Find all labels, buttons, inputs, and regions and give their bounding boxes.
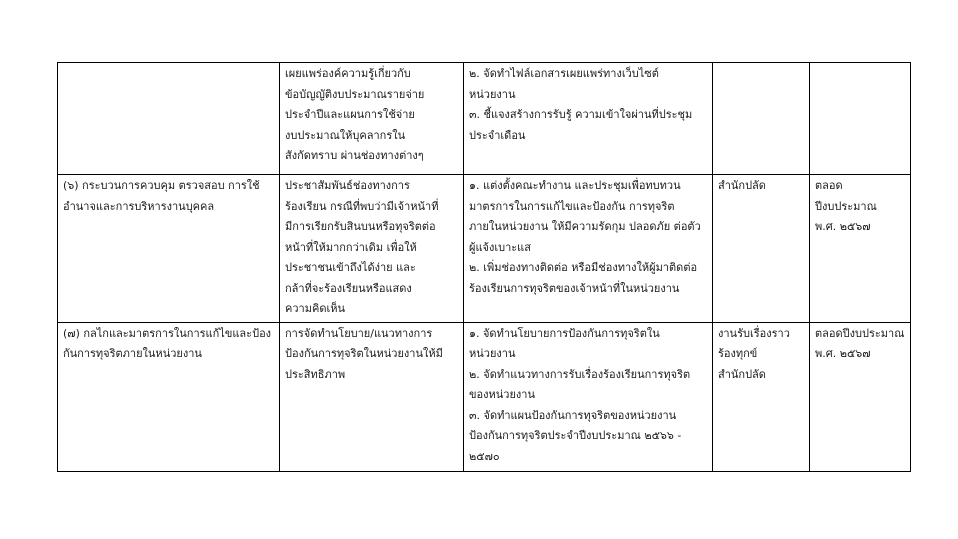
- period-cell: [810, 63, 911, 175]
- activity-line: ผู้แจ้งเบาะแส: [469, 240, 531, 254]
- period-line: พ.ศ. ๒๕๖๗: [815, 220, 871, 233]
- activities-cell: [464, 175, 713, 323]
- issue-line: (๖) กระบวนการควบคุม ตรวจสอบ การใช้: [63, 179, 260, 192]
- period-line: ตลอดปีงบประมาณ: [815, 326, 905, 340]
- table-row: [58, 175, 911, 323]
- issue-cell: [58, 63, 280, 175]
- activity-line: ๒. จัดทำไฟล์เอกสารเผยแพร่ทางเว็บไซต์: [469, 67, 659, 80]
- measure-line: งบประมาณให้บุคลากรใน: [285, 128, 406, 142]
- activity-line: ๑. จัดทำนโยบายการป้องกันการทุจริตใน: [469, 326, 660, 340]
- table-row: [58, 63, 911, 175]
- responsible-line: สำนักปลัด: [718, 179, 766, 192]
- measure-line: ป้องกันการทุจริตในหน่วยงานให้มี: [285, 347, 443, 360]
- activities-cell: [464, 63, 713, 175]
- activity-line: มาตรการในการแก้ไขและป้องกัน การทุจริต: [469, 199, 675, 213]
- measure-cell: [280, 63, 464, 175]
- measure-line: ร้องเรียน กรณีที่พบว่ามีเจ้าหน้าที่: [285, 199, 439, 213]
- activity-line: ร้องเรียนการทุจริตของเจ้าหน้าที่ในหน่วยงาน: [469, 281, 680, 295]
- measure-line: ประจำปีและแผนการใช้จ่าย: [285, 108, 415, 121]
- issue-line: อำนาจและการบริหารงานบุคคล: [63, 199, 215, 213]
- measure-line: สังกัดทราบ ผ่านช่องทางต่างๆ: [285, 149, 424, 162]
- activity-line: ของหน่วยงาน: [469, 388, 535, 401]
- activity-line: หน่วยงาน: [469, 87, 516, 101]
- measure-line: ความคิดเห็น: [285, 302, 345, 315]
- responsible-line: ร้องทุกข์: [718, 347, 758, 360]
- measure-line: ประสิทธิภาพ: [285, 367, 346, 381]
- measure-line: เผยแพร่องค์ความรู้เกี่ยวกับ: [285, 67, 411, 80]
- activity-line: ๓. ชี้แจงสร้างการรับรู้ ความเข้าใจผ่านที่ประชุม: [469, 108, 693, 121]
- period-cell: [810, 322, 911, 471]
- measure-line: กล้าที่จะร้องเรียนหรือแสดง: [285, 281, 412, 295]
- activity-line: ประจำเดือน: [469, 128, 526, 142]
- responsible-cell: [713, 322, 810, 471]
- responsible-cell: [713, 63, 810, 175]
- activity-line: ภายในหน่วยงาน ให้มีความรัดกุม ปลอดภัย ต่อตัว: [469, 220, 701, 233]
- issue-cell: [58, 322, 280, 471]
- measure-line: มีการเรียกรับสินบนหรือทุจริตต่อ: [285, 220, 436, 233]
- responsible-cell: [713, 175, 810, 323]
- measure-line: ข้อบัญญัติงบประมาณรายจ่าย: [285, 87, 425, 101]
- measure-line: ประชาสัมพันธ์ช่องทางการ: [285, 179, 410, 192]
- period-line: ปีงบประมาณ: [815, 199, 877, 213]
- measure-cell: [280, 175, 464, 323]
- period-line: พ.ศ. ๒๕๖๗: [815, 347, 871, 360]
- activity-line: ๒๕๗๐: [469, 449, 500, 463]
- issue-cell: [58, 175, 280, 323]
- measure-cell: [280, 322, 464, 471]
- measure-line: การจัดทำนโยบาย/แนวทางการ: [285, 326, 433, 340]
- activity-line: ๓. จัดทำแผนป้องกันการทุจริตของหน่วยงาน: [469, 408, 677, 422]
- measures-table: [57, 62, 911, 472]
- activity-line: ๑. แต่งตั้งคณะทำงาน และประชุมเพื่อทบทวน: [469, 179, 681, 192]
- activity-line: หน่วยงาน: [469, 347, 516, 360]
- activity-line: ๒. เพิ่มช่องทางติดต่อ หรือมีช่องทางให้ผู้มาติดต่อ: [469, 261, 698, 274]
- period-line: ตลอด: [815, 179, 843, 192]
- issue-line: (๗) กลไกและมาตรการในการแก้ไขและป้อง: [63, 326, 272, 340]
- activity-line: ป้องกันการทุจริตประจำปีงบประมาณ ๒๕๖๖ -: [469, 429, 682, 442]
- table-row: [58, 322, 911, 471]
- measure-line: หน้าที่ให้มากกว่าเดิม เพื่อให้: [285, 240, 417, 254]
- responsible-line: งานรับเรื่องราว: [718, 326, 790, 340]
- responsible-line: สำนักปลัด: [718, 367, 766, 381]
- activities-cell: [464, 322, 713, 471]
- measure-line: ประชาชนเข้าถึงได้ง่าย และ: [285, 261, 416, 274]
- activity-line: ๒. จัดทำแนวทางการรับเรื่องร้องเรียนการทุจริต: [469, 367, 691, 381]
- period-cell: [810, 175, 911, 323]
- issue-line: กันการทุจริตภายในหน่วยงาน: [63, 347, 202, 360]
